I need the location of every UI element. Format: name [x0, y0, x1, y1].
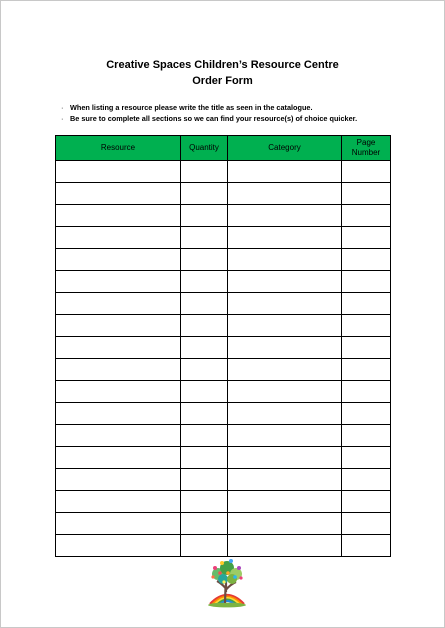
table-row	[56, 315, 391, 337]
resource-cell[interactable]	[56, 249, 181, 271]
page-number-cell[interactable]	[342, 337, 391, 359]
category-cell[interactable]	[228, 469, 342, 491]
table-row	[56, 227, 391, 249]
category-cell[interactable]	[228, 359, 342, 381]
table-row	[56, 293, 391, 315]
quantity-cell[interactable]	[181, 205, 228, 227]
category-cell[interactable]	[228, 205, 342, 227]
table-row	[56, 271, 391, 293]
category-cell[interactable]	[228, 293, 342, 315]
table-header-row	[56, 136, 391, 161]
category-cell[interactable]	[228, 447, 342, 469]
resource-cell[interactable]	[56, 315, 181, 337]
page-number-cell[interactable]	[342, 513, 391, 535]
page-number-cell[interactable]	[342, 249, 391, 271]
quantity-cell[interactable]	[181, 271, 228, 293]
table-row	[56, 491, 391, 513]
table-row	[56, 183, 391, 205]
table-row	[56, 359, 391, 381]
page-number-cell[interactable]	[342, 491, 391, 513]
resource-cell[interactable]	[56, 205, 181, 227]
page-number-cell[interactable]	[342, 183, 391, 205]
category-cell[interactable]	[228, 227, 342, 249]
category-cell[interactable]	[228, 183, 342, 205]
resource-cell[interactable]	[56, 381, 181, 403]
quantity-cell[interactable]	[181, 425, 228, 447]
rainbow-tree-logo-icon	[204, 552, 250, 608]
resource-cell[interactable]	[56, 359, 181, 381]
bullet-icon: ·	[61, 114, 64, 123]
quantity-cell[interactable]	[181, 227, 228, 249]
quantity-cell[interactable]	[181, 337, 228, 359]
category-cell[interactable]	[228, 249, 342, 271]
table-row	[56, 249, 391, 271]
quantity-cell[interactable]	[181, 161, 228, 183]
table-row	[56, 447, 391, 469]
quantity-cell[interactable]	[181, 469, 228, 491]
category-cell[interactable]	[228, 315, 342, 337]
resource-cell[interactable]	[56, 513, 181, 535]
instruction-item: · Be sure to complete all sections so we can find your resource(s) of choice quicker.	[61, 114, 358, 123]
quantity-cell[interactable]	[181, 491, 228, 513]
quantity-cell[interactable]	[181, 513, 228, 535]
resource-cell[interactable]	[56, 491, 181, 513]
resource-cell[interactable]	[56, 293, 181, 315]
resource-cell[interactable]	[56, 425, 181, 447]
table-row	[56, 337, 391, 359]
quantity-cell[interactable]	[181, 315, 228, 337]
quantity-cell[interactable]	[181, 249, 228, 271]
resource-cell[interactable]	[56, 469, 181, 491]
category-cell[interactable]	[228, 337, 342, 359]
quantity-cell[interactable]	[181, 447, 228, 469]
form-title	[1, 57, 444, 89]
bullet-icon: ·	[61, 103, 64, 112]
header-quantity: Quantity	[181, 136, 228, 161]
order-table	[55, 135, 391, 557]
title-line-1: Creative Spaces Children’s Resource Centre	[106, 59, 339, 71]
quantity-cell[interactable]	[181, 403, 228, 425]
table-row	[56, 381, 391, 403]
table-row	[56, 469, 391, 491]
page-number-cell[interactable]	[342, 425, 391, 447]
page-number-cell[interactable]	[342, 403, 391, 425]
page-number-cell[interactable]	[342, 535, 391, 557]
category-cell[interactable]	[228, 403, 342, 425]
header-page-number: Page Number	[342, 136, 391, 161]
category-cell[interactable]	[228, 271, 342, 293]
page-number-cell[interactable]	[342, 315, 391, 337]
category-cell[interactable]	[228, 425, 342, 447]
table-row	[56, 161, 391, 183]
page-number-cell[interactable]	[342, 227, 391, 249]
page-number-cell[interactable]	[342, 359, 391, 381]
resource-cell[interactable]	[56, 161, 181, 183]
quantity-cell[interactable]	[181, 293, 228, 315]
page-number-cell[interactable]	[342, 271, 391, 293]
category-cell[interactable]	[228, 381, 342, 403]
table-row	[56, 425, 391, 447]
table-row	[56, 205, 391, 227]
resource-cell[interactable]	[56, 183, 181, 205]
page-number-cell[interactable]	[342, 205, 391, 227]
page-number-cell[interactable]	[342, 381, 391, 403]
category-cell[interactable]	[228, 513, 342, 535]
page-number-cell[interactable]	[342, 293, 391, 315]
header-resource: Resource	[56, 136, 181, 161]
resource-cell[interactable]	[56, 447, 181, 469]
instruction-list	[61, 102, 357, 124]
resource-cell[interactable]	[56, 337, 181, 359]
resource-cell[interactable]	[56, 227, 181, 249]
table-row	[56, 513, 391, 535]
resource-cell[interactable]	[56, 535, 181, 557]
quantity-cell[interactable]	[181, 381, 228, 403]
category-cell[interactable]	[228, 161, 342, 183]
header-category: Category	[228, 136, 342, 161]
page-number-cell[interactable]	[342, 161, 391, 183]
table-row	[56, 403, 391, 425]
quantity-cell[interactable]	[181, 183, 228, 205]
page-number-cell[interactable]	[342, 469, 391, 491]
page-number-cell[interactable]	[342, 447, 391, 469]
order-table-body	[56, 161, 391, 557]
instruction-item: · When listing a resource please write the title as seen in the catalogue.	[61, 103, 313, 112]
quantity-cell[interactable]	[181, 359, 228, 381]
title-line-2: Order Form	[192, 75, 253, 87]
resource-cell[interactable]	[56, 403, 181, 425]
category-cell[interactable]	[228, 491, 342, 513]
resource-cell[interactable]	[56, 271, 181, 293]
